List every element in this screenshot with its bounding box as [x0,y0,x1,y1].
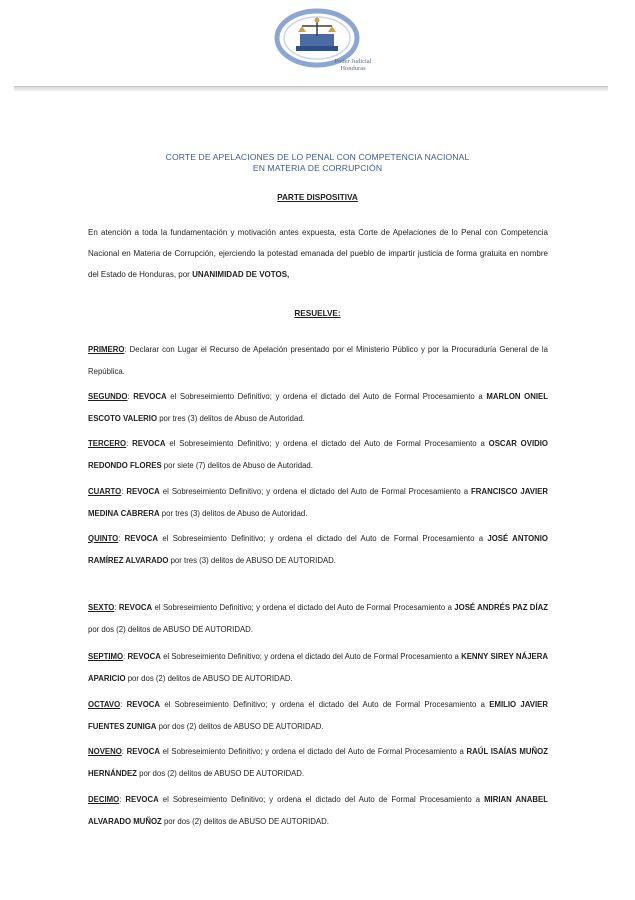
resolution-item-tercero [88,433,548,476]
item-ordinal: DECIMO [88,795,120,804]
item-text-end: por tres (3) delitos de Abuso de Autoridad. [159,508,308,518]
item-verb: REVOCA [123,747,160,756]
item-text: el Sobreseimiento Definitivo; y ordena el dictado del Auto de Formal Procesamiento a [158,534,488,543]
item-ordinal: PRIMERO [88,345,125,354]
item-name: MIRIAN ANABEL ALVARADO MUÑOZ [88,795,548,826]
item-text-end: por siete (7) delitos de Abuso de Autoridad. [161,460,313,470]
item-text-end: por dos (2) delitos de ABUSO DE AUTORIDAD. [136,768,305,778]
item-separator: : [126,439,129,448]
item-ordinal: OCTAVO [88,700,121,709]
header-divider [14,86,608,91]
item-verb: REVOCA [116,603,153,612]
court-title [90,152,545,174]
item-text: el Sobreseimiento Definitivo; y ordena el dictado del Auto de Formal Procesamiento a [160,652,462,661]
item-name: MARLON ONIEL ESCOTO VALERIO [88,392,548,423]
item-text: el Sobreseimiento Definitivo; y ordena el dictado del Auto de Formal Procesamiento a [160,700,490,709]
item-ordinal: SEXTO [88,603,115,612]
item-ordinal: CUARTO [88,487,122,496]
logo-caption [330,58,376,72]
item-text-end: por dos (2) delitos de ABUSO DE AUTORIDAD. [125,673,293,683]
resuelve-heading: RESUELVE: [294,309,341,318]
item-ordinal: QUINTO [88,534,119,543]
resolution-item-noveno [88,741,548,784]
item-separator: : [121,487,124,496]
item-text-end: por dos (2) delitos de ABUSO DE AUTORIDAD. [88,624,253,634]
resolution-item-primero [88,339,548,382]
item-verb: REVOCA [128,439,166,448]
item-verb: REVOCA [129,392,167,401]
item-name: RAÚL ISAÍAS MUÑOZ HERNÁNDEZ [88,747,548,778]
item-text-end: por tres (3) delitos de Abuso de Autoridad. [157,413,305,423]
item-verb: REVOCA [120,534,159,543]
intro-bold-end: UNANIMIDAD DE VOTOS, [192,270,290,279]
item-ordinal: TERCERO [88,439,127,448]
item-text: el Sobreseimiento Definitivo; y ordena el dictado del Auto de Formal Procesamiento a [159,487,472,496]
item-text-end: por dos (2) delitos de ABUSO DE AUTORIDAD. [156,721,324,731]
intro-paragraph [88,222,548,285]
item-name: EMILIO JAVIER FUENTES ZUNIGA [88,700,548,731]
intro-text: En atención a toda la fundamentación y motivación antes expuesta, esta Corte de Apelaciones de lo Penal con Competencia Nacional en Materia de Corrupción, ejerciendo la potestad emanada del pueblo de impartir justicia de forma gratuita en nombre del Estado de Honduras, por [88,228,548,279]
item-ordinal: NOVENO [88,747,122,756]
item-verb: REVOCA [122,700,161,709]
item-text: el Sobreseimiento Definitivo; y ordena el dictado del Auto de Formal Procesamiento a [152,603,455,612]
court-title-line2: EN MATERIA DE CORRUPCIÓN [252,163,383,173]
court-title-line1: CORTE DE APELACIONES DE LO PENAL CON COMPETENCIA NACIONAL [165,152,470,162]
logo-caption-line1: Poder Judicial [334,58,372,65]
resolution-item-septimo [88,646,548,689]
item-text: el Sobreseimiento Definitivo; y ordena el dictado del Auto de Formal Procesamiento a [160,747,467,756]
item-verb: REVOCA [125,652,161,661]
resolution-item-sexto [88,597,548,640]
resolution-item-decimo [88,789,548,832]
item-name: FRANCISCO JAVIER MEDINA CABRERA [88,487,548,518]
item-name: KENNY SIREY NÁJERA APARICIO [88,652,548,683]
item-ordinal: SEPTIMO [88,652,124,661]
item-text-end: por dos (2) delitos de ABUSO DE AUTORIDAD. [161,816,329,826]
item-separator: : [127,392,130,401]
item-separator: : [123,652,126,661]
item-text: el Sobreseimiento Definitivo; y ordena el dictado del Auto de Formal Procesamiento a [165,439,489,448]
item-separator: : [114,603,117,612]
item-name: JOSÉ ANTONIO RAMÍREZ ALVARADO [88,534,548,565]
item-separator: : [121,747,124,756]
item-verb: REVOCA [123,487,160,496]
logo-caption-line2: Honduras [340,65,366,72]
item-text-end: por tres (3) delitos de ABUSO DE AUTORIDAD. [168,555,336,565]
item-verb: REVOCA [121,795,159,804]
item-text: el Sobreseimiento Definitivo; y ordena el dictado del Auto de Formal Procesamiento a [166,392,487,401]
resolution-item-cuarto [88,481,548,524]
resolution-item-segundo [88,386,548,429]
resolution-item-octavo [88,694,548,737]
item-text: Declarar con Lugar el Recurso de Apelación presentado por el Ministerio Público y por la Procuraduría General de la República. [88,345,548,376]
item-separator: : [118,534,121,543]
item-name: OSCAR OVIDIO REDONDO FLORES [88,439,548,470]
section-heading: PARTE DISPOSITIVA [277,193,358,202]
item-separator: : [124,345,127,354]
resolution-item-quinto [88,528,548,571]
item-separator: : [119,795,122,804]
item-name: JOSÉ ANDRÉS PAZ DÍAZ [454,603,548,612]
item-separator: : [120,700,123,709]
item-text: el Sobreseimiento Definitivo; y ordena el dictado del Auto de Formal Procesamiento a [158,795,485,804]
item-ordinal: SEGUNDO [88,392,128,401]
